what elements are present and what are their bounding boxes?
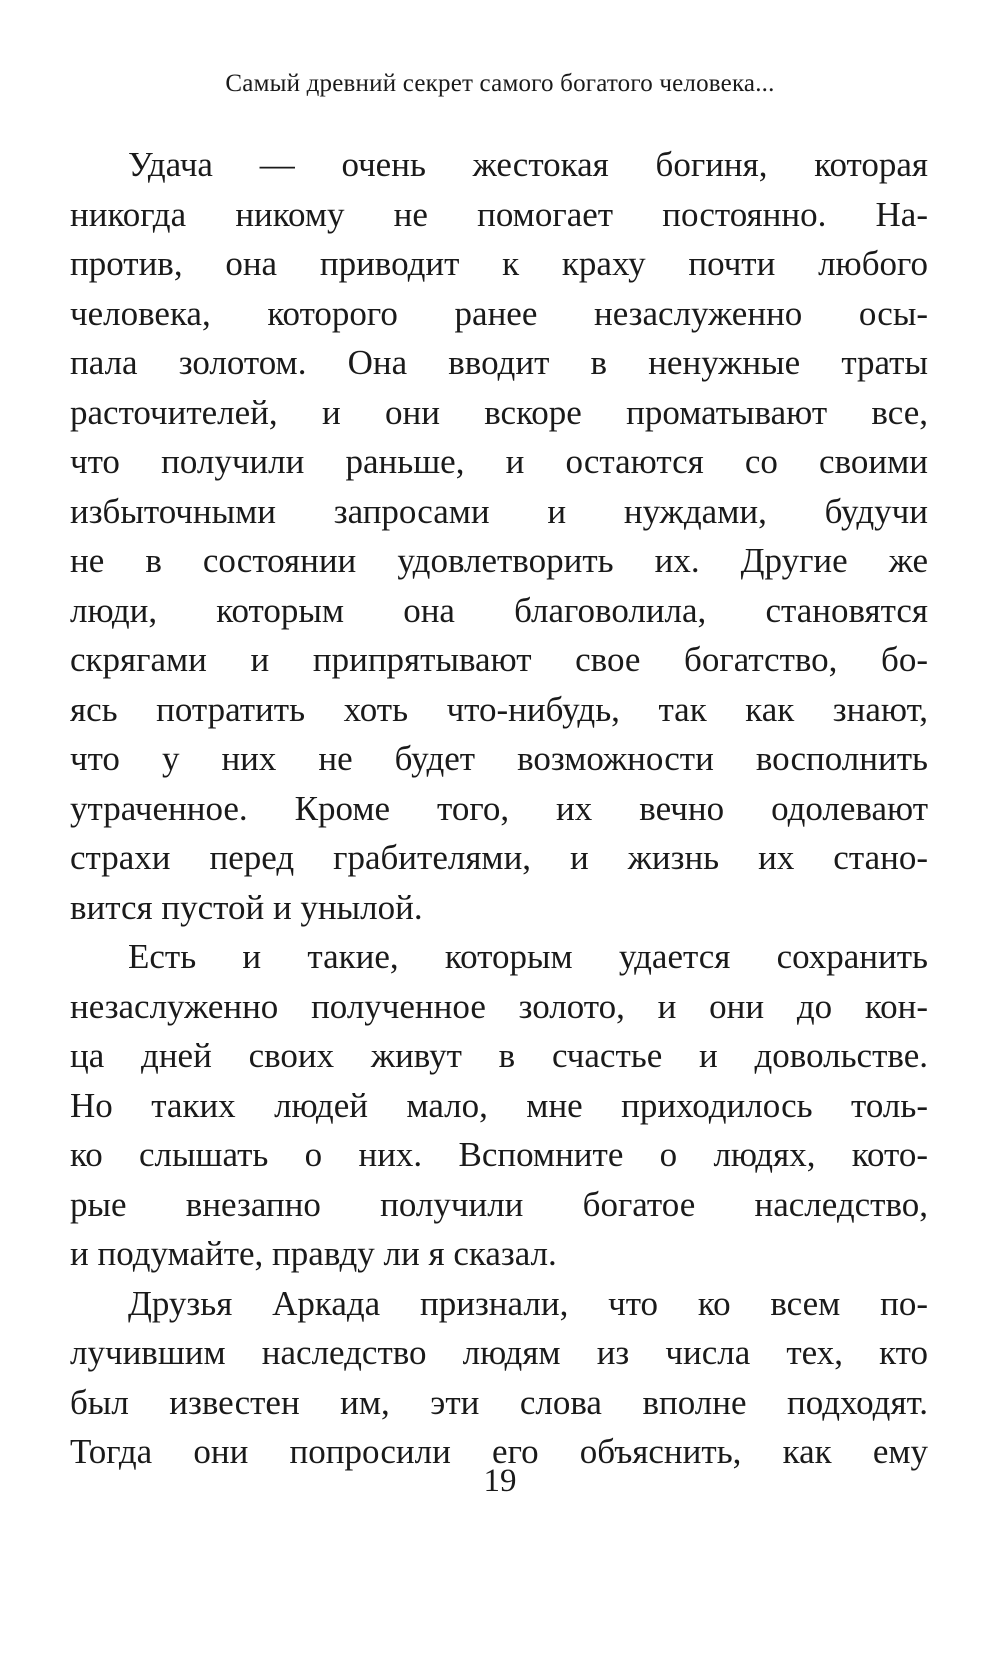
paragraph-1-line: человека, которого ранее незаслуженно осы- [70,293,928,333]
paragraph-1-line: не в состоянии удовлетворить их. Другие же [70,541,928,580]
paragraph-3-line: был известен им, эти слова вполне подходят. [70,1382,928,1422]
paragraph-1-line: ясь потратить хоть что-нибудь, так как знают, [70,689,928,729]
page-number: 19 [483,1463,517,1499]
paragraph-2-line: Но таких людей мало, мне приходилось толь- [70,1085,928,1125]
paragraph-1-line: против, она приводит к краху почти любого [70,244,928,283]
paragraph-1-line: пала золотом. Она вводит в ненужные траты [70,343,928,382]
paragraph-2-line: ца дней своих живут в счастье и довольстве. [70,1036,928,1075]
paragraph-2-line: незаслуженно полученное золото, и они до кон- [70,986,928,1026]
paragraph-2-line: Есть и такие, которым удается сохранить [128,937,928,976]
paragraph-1-line: Удача — очень жестокая богиня, которая [128,145,928,184]
paragraph-1-line: никогда никому не помогает постоянно. На- [70,194,928,234]
paragraph-2-line: ко слышать о них. Вспомните о людях, кото- [70,1135,928,1174]
paragraph-1-line: что получили раньше, и остаются со своими [70,442,928,481]
paragraph-1-line: вится пустой и унылой. [70,887,423,927]
paragraph-1-line: расточителей, и они вскоре проматывают все, [70,392,928,432]
paragraph-1-line: что у них не будет возможности восполнить [70,739,928,778]
running-head: Самый древний секрет самого богатого человека... [225,70,775,97]
paragraph-3-line: Друзья Аркада признали, что ко всем по- [128,1283,928,1323]
paragraph-3-line: Тогда они попросили его объяснить, как ему [70,1432,928,1471]
body-text [70,140,928,1477]
paragraph-1-line: скрягами и припрятывают свое богатство, бо- [70,640,928,679]
paragraph-2-line: и подумайте, правду ли я сказал. [70,1234,557,1273]
paragraph-1-line: утраченное. Кроме того, их вечно одолевают [70,788,928,828]
paragraph-1-line: люди, которым она благоволила, становятся [70,590,928,630]
paragraph-2-line: рые внезапно получили богатое наследство, [70,1184,928,1224]
paragraph-3-line: лучившим наследство людям из числа тех, кто [70,1333,928,1372]
paragraph-1-line: избыточными запросами и нуждами, будучи [70,491,928,531]
paragraph-1-line: страхи перед грабителями, и жизнь их стано- [70,838,928,877]
